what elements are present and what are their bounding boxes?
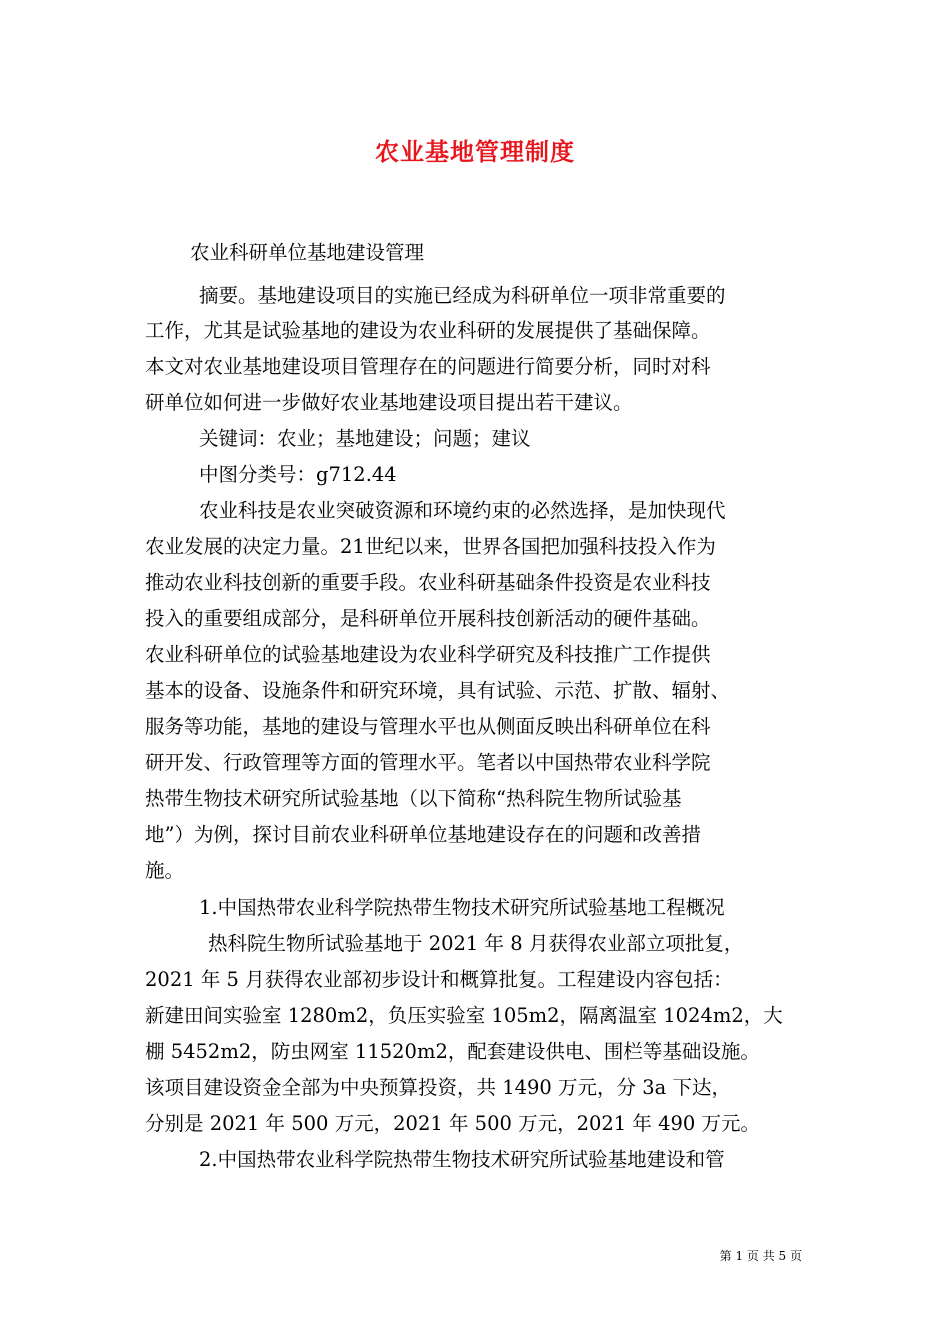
body-line-10: 地”）为例，探讨目前农业科研单位基地建设存在的问题和改善措 (145, 823, 701, 846)
section-1-heading: 1.中国热带农业科学院热带生物技术研究所试验基地工程概况 (199, 896, 725, 919)
abstract-line-2: 工作，尤其是试验基地的建设为农业科研的发展提供了基础保障。 (145, 319, 711, 342)
body-line-11: 施。 (145, 859, 185, 882)
section-2-heading: 2.中国热带农业科学院热带生物技术研究所试验基地建设和管 (199, 1148, 725, 1171)
abstract-line-1: 摘要。基地建设项目的实施已经成为科研单位一项非常重要的 (199, 284, 726, 307)
keywords-line: 关键词：农业；基地建设；问题；建议 (199, 427, 531, 450)
subtitle-line: 农业科研单位基地建设管理 (190, 241, 425, 264)
document-title: 农业基地管理制度 (375, 137, 575, 166)
body-line-2: 农业发展的决定力量。21世纪以来，世界各国把加强科技投入作为 (145, 535, 716, 558)
section-1-line-2: 2021 年 5 月获得农业部初步设计和概算批复。工程建设内容包括： (145, 968, 733, 991)
section-1-line-5: 该项目建设资金全部为中央预算投资，共 1490 万元，分 3a 下达， (145, 1076, 731, 1099)
body-line-9: 热带生物技术研究所试验基地（以下简称“热科院生物所试验基 (145, 787, 682, 810)
section-1-line-1: 热科院生物所试验基地于 2021 年 8 月获得农业部立项批复， (208, 932, 744, 955)
section-1-line-4: 棚 5452m2，防虫网室 11520m2，配套建设供电、围栏等基础设施。 (145, 1040, 760, 1063)
body-line-5: 农业科研单位的试验基地建设为农业科学研究及科技推广工作提供 (145, 643, 711, 666)
abstract-line-3: 本文对农业基地建设项目管理存在的问题进行简要分析，同时对科 (145, 355, 711, 378)
section-1-line-6: 分别是 2021 年 500 万元，2021 年 500 万元，2021 年 490 万元。 (145, 1112, 761, 1135)
body-line-6: 基本的设备、设施条件和研究环境，具有试验、示范、扩散、辐射、 (145, 679, 731, 702)
classification-line: 中图分类号：g712.44 (199, 463, 397, 486)
body-line-1: 农业科技是农业突破资源和环境约束的必然选择，是加快现代 (199, 499, 726, 522)
body-line-3: 推动农业科技创新的重要手段。农业科研基础条件投资是农业科技 (145, 571, 711, 594)
abstract-line-4: 研单位如何进一步做好农业基地建设项目提出若干建议。 (145, 391, 633, 414)
section-1-line-3: 新建田间实验室 1280m2，负压实验室 105m2，隔离温室 1024m2，大 (145, 1004, 783, 1027)
body-line-8: 研开发、行政管理等方面的管理水平。笔者以中国热带农业科学院 (145, 751, 711, 774)
page-number-footer: 第 1 页 共 5 页 (719, 1249, 802, 1263)
body-line-4: 投入的重要组成部分，是科研单位开展科技创新活动的硬件基础。 (145, 607, 711, 630)
body-line-7: 服务等功能，基地的建设与管理水平也从侧面反映出科研单位在科 (145, 715, 711, 738)
